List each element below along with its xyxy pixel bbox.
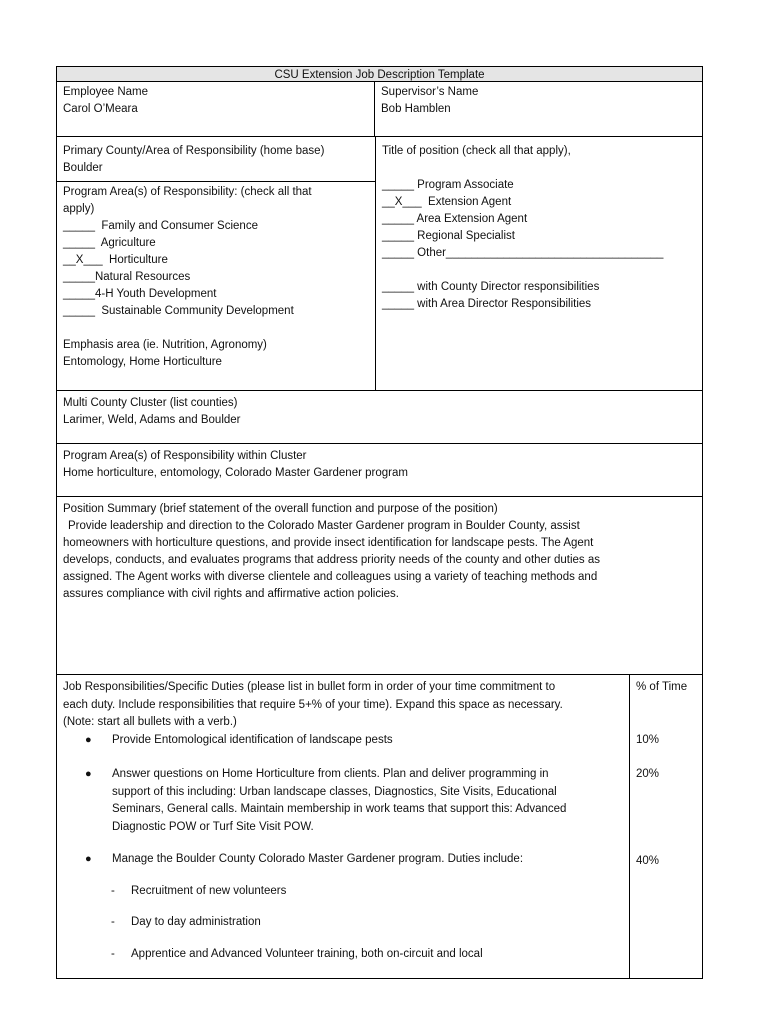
subduty-item xyxy=(111,946,623,964)
emphasis-label: Emphasis area (ie. Nutrition, Agronomy) xyxy=(63,339,267,351)
cluster-program-value: Home horticulture, entomology, Colorado Master Gardener program xyxy=(63,467,408,479)
program-area-option: _____4-H Youth Development xyxy=(63,288,217,300)
primary-county-cell xyxy=(57,137,375,182)
supervisor-cell xyxy=(375,82,702,136)
position-option: _____ Program Associate xyxy=(382,179,514,191)
dash-icon: - xyxy=(111,884,115,897)
program-areas-cell xyxy=(57,182,375,373)
left-column xyxy=(57,137,376,390)
position-details-row xyxy=(56,137,703,391)
spacer xyxy=(63,749,623,766)
program-area-option: _____ Agriculture xyxy=(63,237,156,249)
duty-line: support of this including: Urban landscape classes, Diagnostics, Site Visits, Educational xyxy=(112,785,557,798)
position-summary-label: Position Summary (brief statement of the overall function and purpose of the position) xyxy=(63,503,498,515)
summary-line: assigned. The Agent works with diverse clientele and colleagues using a variety of teaching methods and xyxy=(63,571,598,583)
position-option: _____ Other__________________________________ xyxy=(382,247,664,259)
subduty-item xyxy=(111,914,623,932)
title-of-position-cell xyxy=(376,137,702,390)
position-summary-cell xyxy=(56,497,703,675)
subduty-text: Day to day administration xyxy=(131,916,261,928)
employee-cell xyxy=(57,82,375,136)
time-header: % of Time xyxy=(636,681,688,693)
bullet-icon: ● xyxy=(85,733,92,746)
names-row xyxy=(56,82,703,137)
summary-line: develops, conducts, and evaluates programs that address priority needs of the county and other duties as xyxy=(63,554,600,566)
employee-label: Employee Name xyxy=(63,86,149,98)
summary-line: Provide leadership and direction to the Colorado Master Gardener program in Boulder County, assist xyxy=(68,520,580,532)
spacer xyxy=(382,262,696,279)
program-area-option: _____ Sustainable Community Development xyxy=(63,305,294,317)
duties-header-line: Job Responsibilities/Specific Duties (please list in bullet form in order of your time commitment to xyxy=(63,681,556,693)
emphasis-value: Entomology, Home Horticulture xyxy=(63,356,222,368)
cluster-label: Multi County Cluster (list counties) xyxy=(63,397,238,409)
summary-line: homeowners with horticulture questions, and provide insect identification for landscape pests. The Agent xyxy=(63,537,594,549)
cluster-program-label: Program Area(s) of Responsibility within Cluster xyxy=(63,450,307,462)
program-area-option: __X___ Horticulture xyxy=(63,254,168,266)
duties-header-line: each duty. Include responsibilities that require 5+% of your time). Expand this space as necessary. xyxy=(63,698,563,711)
duties-header-line: (Note: start all bullets with a verb.) xyxy=(63,716,237,728)
position-option: _____ Regional Specialist xyxy=(382,230,515,242)
program-areas-label-2: apply) xyxy=(63,203,95,215)
dash-icon: - xyxy=(111,916,115,928)
program-area-option: _____Natural Resources xyxy=(63,271,191,283)
cluster-cell xyxy=(56,391,703,444)
duty-item xyxy=(85,766,623,836)
duty-text: Provide Entomological identification of landscape pests xyxy=(112,733,393,746)
duties-cell xyxy=(57,675,630,978)
cluster-program-cell xyxy=(56,444,703,497)
spacer xyxy=(382,160,696,177)
title-of-position-label: Title of position (check all that apply), xyxy=(382,145,571,157)
duty-text: Manage the Boulder County Colorado Master Gardener program. Duties include: xyxy=(112,853,524,865)
bullet-icon: ● xyxy=(85,853,92,865)
duty-item xyxy=(85,732,623,750)
director-option: _____ with County Director responsibilities xyxy=(382,281,600,293)
subduty-text: Apprentice and Advanced Volunteer training, both on-circuit and local xyxy=(131,947,483,960)
director-option: _____ with Area Director Responsibilities xyxy=(382,298,592,310)
duty-percent: 20% xyxy=(636,768,660,780)
spacer xyxy=(63,869,623,883)
bullet-icon: ● xyxy=(85,768,92,780)
cluster-value: Larimer, Weld, Adams and Boulder xyxy=(63,414,241,426)
duty-percent: 10% xyxy=(636,734,660,746)
supervisor-value: Bob Hamblen xyxy=(381,103,451,115)
position-option: __X___ Extension Agent xyxy=(382,196,512,208)
duty-percent: 40% xyxy=(636,855,660,867)
supervisor-label: Supervisor’s Name xyxy=(381,86,479,98)
program-areas-label-1: Program Area(s) of Responsibility: (check all that xyxy=(63,186,312,198)
dash-icon: - xyxy=(111,947,115,960)
subduty-item xyxy=(111,883,623,901)
duty-line: Diagnostic POW or Turf Site Visit POW. xyxy=(112,820,314,833)
duty-item xyxy=(85,851,623,869)
spacer xyxy=(63,320,369,337)
form-title: CSU Extension Job Description Template xyxy=(56,66,703,82)
spacer xyxy=(63,932,623,946)
duty-line: Seminars, General calls. Maintain membership in work teams that support this: Advanced xyxy=(112,803,567,815)
program-area-option: _____ Family and Consumer Science xyxy=(63,220,258,232)
duty-line: Answer questions on Home Horticulture from clients. Plan and deliver programming in xyxy=(112,768,549,780)
subduty-text: Recruitment of new volunteers xyxy=(131,884,287,897)
primary-county-value: Boulder xyxy=(63,162,103,174)
spacer xyxy=(63,900,623,914)
time-cell xyxy=(630,675,702,978)
job-description-form xyxy=(56,66,703,979)
spacer xyxy=(63,836,623,851)
position-option: _____ Area Extension Agent xyxy=(382,213,528,225)
job-responsibilities-row xyxy=(56,675,703,979)
duty-text xyxy=(112,766,566,836)
summary-line: assures compliance with civil rights and affirmative action policies. xyxy=(63,588,399,600)
primary-county-label: Primary County/Area of Responsibility (home base) xyxy=(63,145,325,157)
employee-value: Carol O’Meara xyxy=(63,103,138,115)
